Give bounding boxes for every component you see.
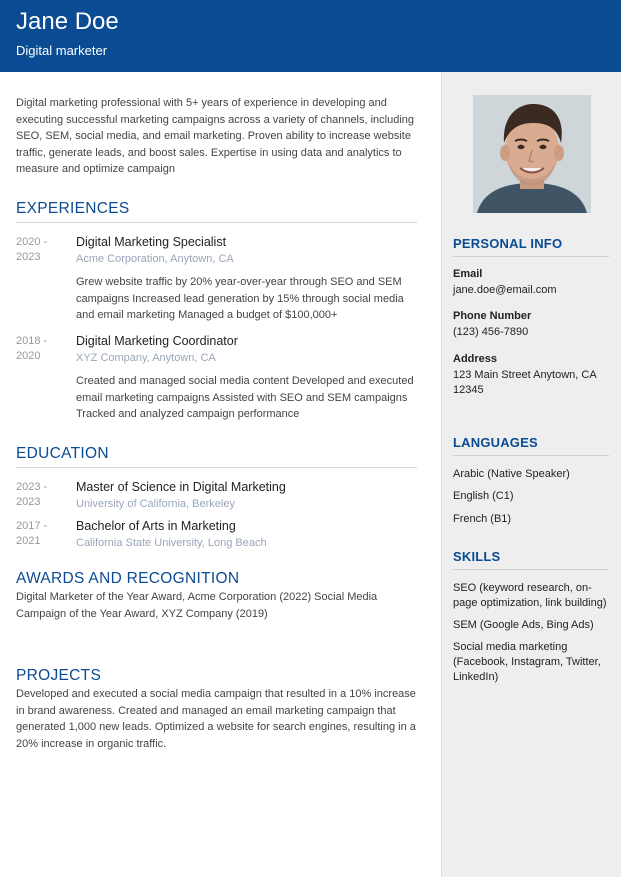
skill-item: SEO (keyword research, on-page optimization, link building) <box>453 582 607 609</box>
projects-heading: PROJECTS <box>16 667 102 684</box>
languages-heading: LANGUAGES <box>453 435 609 456</box>
profile-photo <box>473 95 591 213</box>
candidate-role: Digital marketer <box>16 43 108 58</box>
education-heading: EDUCATION <box>16 445 417 468</box>
skill-item: Social media marketing (Facebook, Instagram, Twitter, LinkedIn) <box>453 641 601 683</box>
experience-date-range <box>16 334 66 364</box>
experiences-heading: EXPERIENCES <box>16 200 417 223</box>
experience-job-title: Digital Marketing Coordinator <box>76 334 238 348</box>
education-date-range <box>16 519 66 549</box>
candidate-name: Jane Doe <box>16 8 119 35</box>
language-item: Arabic (Native Speaker) <box>453 468 570 480</box>
profile-summary: Digital marketing professional with 5+ years of experience in developing and executing successful marketing campaigns across a variety of channels, including SEO, SEM, social media, and email marketing. Proven ability to increase website traffic, generate leads, and boost sales. Expertise in using data and analytics to measure and optimize campaign <box>16 97 415 175</box>
language-item: English (C1) <box>453 490 514 502</box>
experience-job-title: Digital Marketing Specialist <box>76 235 227 249</box>
education-school: California State University, Long Beach <box>76 537 267 549</box>
education-degree: Master of Science in Digital Marketing <box>76 480 286 494</box>
date-end: 2023 <box>16 251 41 263</box>
experience-company: Acme Corporation, Anytown, CA <box>76 253 234 265</box>
phone-value: (123) 456-7890 <box>453 326 529 338</box>
experience-description: Created and managed social media content Developed and executed email marketing campaigns Assisted with SEO and SEM campaigns Tracked and analyzed campaign performance <box>76 375 414 420</box>
date-end: 2021 <box>16 535 41 547</box>
language-item: French (B1) <box>453 513 512 525</box>
resume-sidebar <box>441 72 621 877</box>
address-value: 123 Main Street Anytown, CA 12345 <box>453 369 597 396</box>
email-value: jane.doe@email.com <box>453 284 557 296</box>
resume-header <box>0 0 621 72</box>
awards-heading: AWARDS AND RECOGNITION <box>16 570 240 587</box>
date-start: 2017 - <box>16 520 48 532</box>
awards-text: Digital Marketer of the Year Award, Acme Corporation (2022) Social Media Campaign of the Year Award, XYZ Company (2019) <box>16 591 378 620</box>
education-degree: Bachelor of Arts in Marketing <box>76 519 236 533</box>
skills-heading: SKILLS <box>453 549 609 570</box>
date-start: 2020 - <box>16 236 48 248</box>
skill-item: SEM (Google Ads, Bing Ads) <box>453 619 594 631</box>
experience-company: XYZ Company, Anytown, CA <box>76 352 216 364</box>
avatar-portrait-icon <box>473 95 591 213</box>
education-school: University of California, Berkeley <box>76 498 235 510</box>
education-date-range <box>16 480 66 510</box>
date-end: 2023 <box>16 496 41 508</box>
experience-description: Grew website traffic by 20% year-over-year through SEO and SEM campaigns Increased lead generation by 15% through social media and email marketing Managed a budget of $100,000+ <box>76 276 404 321</box>
date-end: 2020 <box>16 350 41 362</box>
phone-label: Phone Number <box>453 310 532 322</box>
date-start: 2023 - <box>16 481 48 493</box>
personal-info-heading: PERSONAL INFO <box>453 236 609 257</box>
projects-text: Developed and executed a social media campaign that resulted in a 10% increase in brand awareness. Created and managed an email marketing campaign that generated 1,000 new leads. Optimized a website for search engines, resulting in a 20% increase in organic traffic. <box>16 688 416 750</box>
address-label: Address <box>453 353 498 365</box>
experience-date-range <box>16 235 66 265</box>
email-label: Email <box>453 268 483 280</box>
date-start: 2018 - <box>16 335 48 347</box>
